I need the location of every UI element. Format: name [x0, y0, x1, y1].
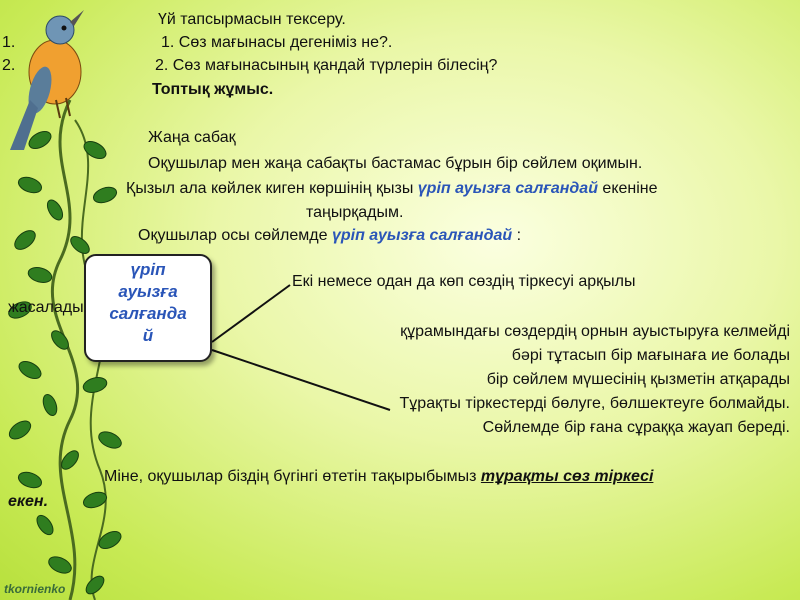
sentence-start: Қызыл ала көйлек киген көршінің қызы	[126, 180, 418, 197]
question-1: 1. Сөз мағынасы дегеніміз не?.	[161, 34, 393, 51]
group-work-label: Топтық жұмыс.	[152, 81, 274, 98]
idiom-bubble	[84, 254, 212, 362]
example-sentence-cont: таңырқадым.	[306, 204, 404, 221]
connector-line-upper	[212, 285, 290, 342]
list-number-2: 2.	[2, 57, 16, 74]
connector-line-lower	[212, 350, 390, 410]
bubble-line: ауызға	[118, 282, 178, 301]
lesson-intro: Оқушылар мен жаңа сабақты бастамас бұрын бір сөйлем оқимын.	[148, 155, 643, 172]
conclusion-text: Міне, оқушылар біздің бүгінгі өтетін тақырыбымыз	[104, 468, 481, 485]
bubble-line: й	[142, 326, 154, 345]
property-1-end: жасалады	[8, 299, 84, 316]
bubble-line: салғанда	[109, 304, 187, 323]
new-lesson-title: Жаңа сабақ	[148, 129, 236, 146]
conclusion-line	[104, 467, 653, 487]
question-start: Оқушылар осы сөйлемде	[138, 227, 332, 244]
question-end: :	[512, 227, 522, 244]
property-2: құрамындағы сөздердің орнын ауыстыруға келмейді	[400, 323, 790, 340]
property-3: бәрі тұтасып бір мағынаға ие болады	[511, 347, 790, 364]
idiom-highlight: үріп ауызға салғандай	[417, 180, 598, 197]
conclusion-end: екен.	[8, 493, 49, 510]
property-6: Сөйлемде бір ғана сұраққа жауап береді.	[482, 419, 790, 436]
homework-title: Үй тапсырмасын тексеру.	[158, 11, 346, 28]
idiom-highlight-2: үріп ауызға салғандай	[331, 227, 513, 244]
property-5: Тұрақты тіркестерді бөлуге, бөлшектеуге болмайды.	[399, 395, 790, 412]
bubble-line: үріп	[130, 260, 166, 279]
sentence-end: екеніне	[597, 180, 658, 197]
property-4: бір сөйлем мүшесінің қызметін атқарады	[486, 371, 790, 388]
question-2: 2. Сөз мағынасының қандай түрлерін білесің?	[155, 57, 498, 74]
list-number-1: 1.	[2, 34, 16, 51]
lesson-topic: тұрақты сөз тіркесі	[480, 468, 654, 485]
watermark: tkornienko	[4, 582, 66, 596]
property-1: Екі немесе одан да көп сөздің тіркесуі арқылы	[292, 273, 636, 290]
